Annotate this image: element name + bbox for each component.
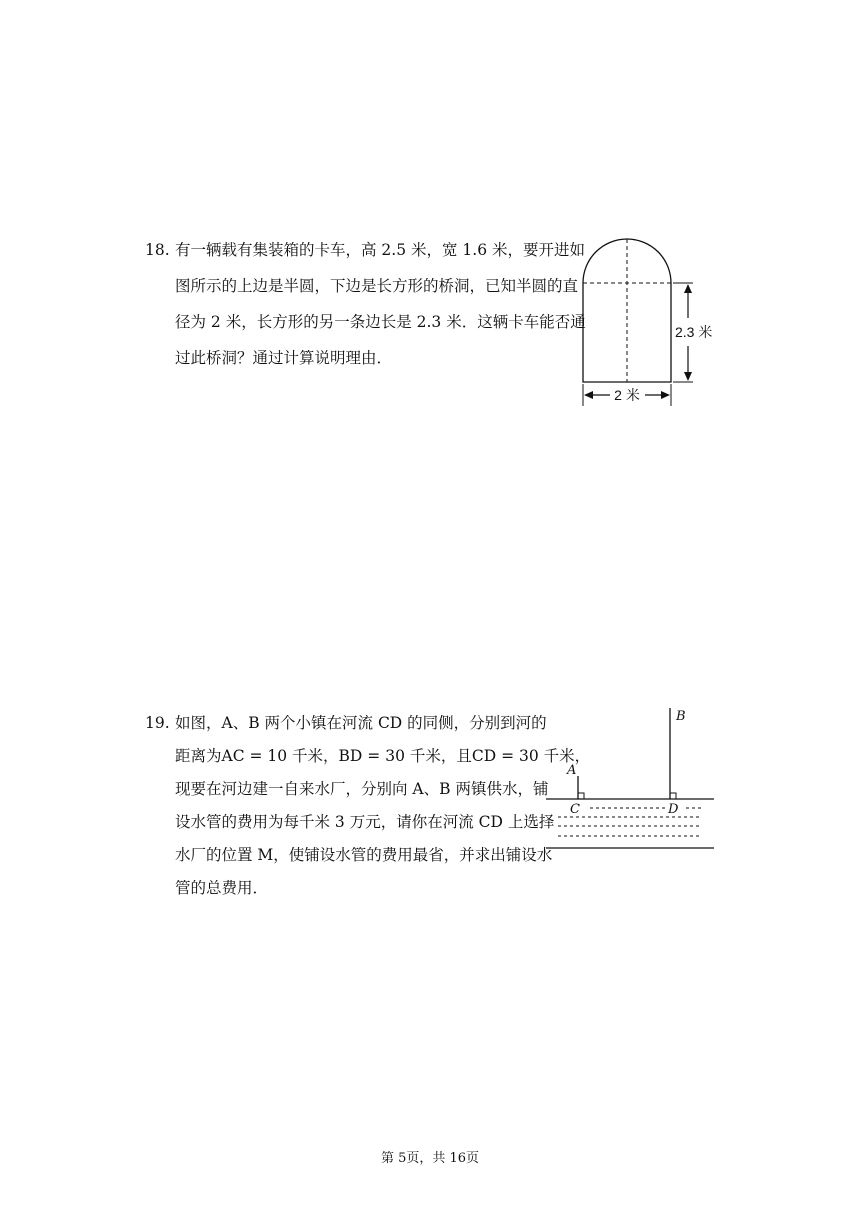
question-text-line: 径为 2 米，长方形的另一条边长是 2.3 米．这辆卡车能否通 xyxy=(175,313,586,331)
question-text-line: 现要在河边建一自来水厂，分别向 A、B 两镇供水，铺 xyxy=(175,780,549,798)
question-18 xyxy=(145,232,586,392)
question-text-line: 设水管的费用为每千米 3 万元，请你在河流 CD 上选择 xyxy=(175,813,555,831)
width-label: 2 米 xyxy=(614,387,640,403)
question-text-line: 过此桥洞？通过计算说明理由． xyxy=(175,349,393,367)
question-text-line: 水厂的位置 M，使铺设水管的费用最省，并求出铺设水 xyxy=(175,846,553,864)
point-c-label: C xyxy=(570,802,580,817)
point-b-label: B xyxy=(676,709,686,724)
height-label: 2.3 米 xyxy=(675,324,713,340)
right-angle-marker-c xyxy=(578,793,584,799)
question-text-line: 有一辆载有集装箱的卡车，高 2.5 米，宽 1.6 米，要开进如 xyxy=(175,241,586,259)
question-number: 18. xyxy=(145,241,170,259)
question-number: 19. xyxy=(145,714,170,732)
arrow-right-icon xyxy=(661,391,670,399)
question-19 xyxy=(145,705,591,905)
question-text-line: 图所示的上边是半圆，下边是长方形的桥洞，已知半圆的直 xyxy=(175,277,579,295)
arrow-left-icon xyxy=(584,391,593,399)
question-text-line: 距离为AC = 10 千米，BD = 30 千米，且CD = 30 千米， xyxy=(175,747,591,765)
point-a-label: A xyxy=(567,763,577,778)
question-text-line: 如图，A、B 两个小镇在河流 CD 的同侧，分别到河的 xyxy=(175,714,547,732)
bridge-tunnel-diagram xyxy=(578,232,718,412)
question-text-line: 管的总费用． xyxy=(175,879,269,897)
river-towns-diagram xyxy=(540,700,720,860)
river-towns-figure xyxy=(540,700,720,860)
bridge-tunnel-figure xyxy=(578,232,718,412)
arrow-up-icon xyxy=(684,284,692,293)
arrow-down-icon xyxy=(684,372,692,381)
page-footer: 第 5页，共 16页 xyxy=(380,1151,480,1166)
right-angle-marker-d xyxy=(670,793,676,799)
point-d-label: D xyxy=(668,802,679,817)
